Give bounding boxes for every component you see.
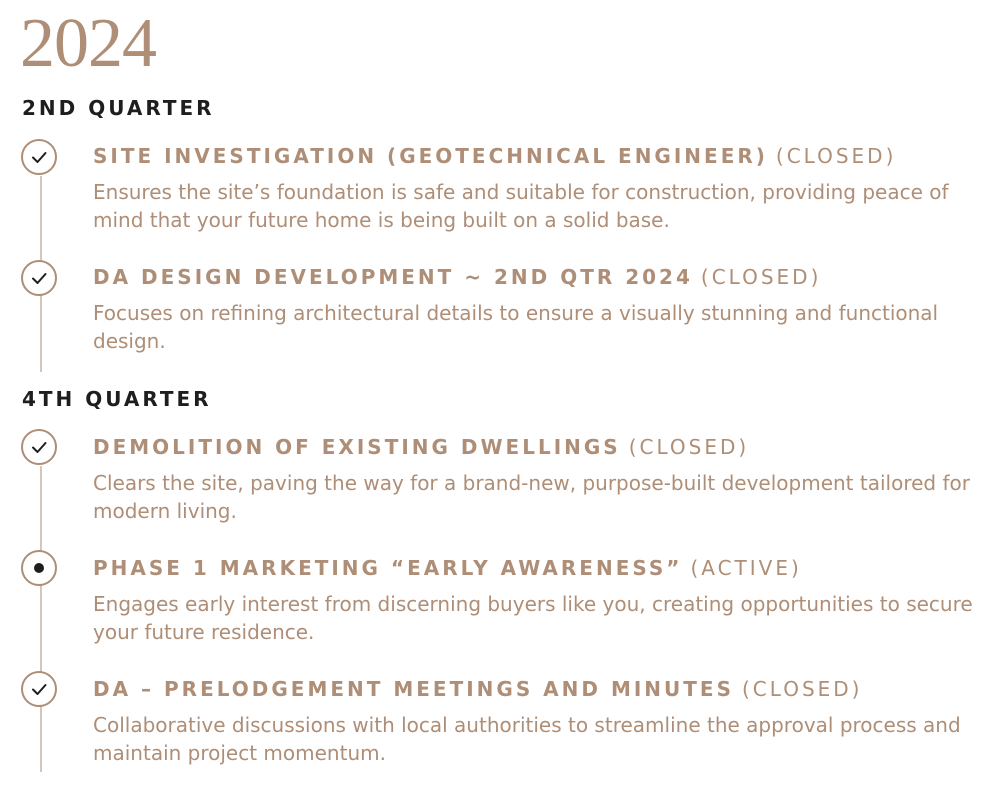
milestone-title bbox=[93, 143, 896, 169]
status-circle bbox=[21, 429, 57, 465]
checkmark-icon bbox=[23, 141, 55, 173]
milestone-description: Ensures the site’s foundation is safe and suitable for construction, providing peace of mind that your future home is being built on a solid base. bbox=[93, 180, 949, 232]
status-circle bbox=[21, 671, 57, 707]
dot-icon bbox=[23, 552, 55, 584]
milestone-name: DEMOLITION OF EXISTING DWELLINGS bbox=[93, 435, 621, 459]
status-label: (CLOSED) bbox=[742, 677, 863, 701]
status-circle bbox=[21, 139, 57, 175]
status-label: (CLOSED) bbox=[700, 265, 822, 289]
milestone-title bbox=[93, 434, 749, 460]
quarter-heading: 2ND QUARTER bbox=[22, 96, 215, 120]
status-label: (ACTIVE) bbox=[690, 556, 802, 580]
milestone-description: Focuses on refining architectural details to ensure a visually stunning and functional design. bbox=[93, 301, 939, 353]
milestone-name: DA DESIGN DEVELOPMENT ~ 2ND QTR 2024 bbox=[93, 265, 693, 289]
status-label: (CLOSED) bbox=[628, 435, 750, 459]
year-heading: 2024 bbox=[20, 5, 156, 82]
milestone-description: Clears the site, paving the way for a brand-new, purpose-built development tailored for modern living. bbox=[93, 471, 970, 523]
milestone-name: SITE INVESTIGATION (GEOTECHNICAL ENGINEER) bbox=[93, 144, 768, 168]
status-label: (CLOSED) bbox=[775, 144, 897, 168]
timeline-line bbox=[40, 466, 42, 772]
checkmark-icon bbox=[23, 431, 55, 463]
milestone-title bbox=[93, 555, 802, 581]
status-circle bbox=[21, 550, 57, 586]
checkmark-icon bbox=[23, 262, 55, 294]
milestone-description: Collaborative discussions with local authorities to streamline the approval process and maintain project momentum. bbox=[93, 713, 961, 765]
milestone-title bbox=[93, 264, 821, 290]
milestone-title bbox=[93, 676, 862, 702]
status-circle bbox=[21, 260, 57, 296]
milestone-name: DA – PRELODGEMENT MEETINGS AND MINUTES bbox=[93, 677, 734, 701]
milestone-description: Engages early interest from discerning buyers like you, creating opportunities to secure your future residence. bbox=[93, 592, 973, 644]
quarter-heading: 4TH QUARTER bbox=[22, 387, 212, 411]
milestone-name: PHASE 1 MARKETING “EARLY AWARENESS” bbox=[93, 556, 683, 580]
checkmark-icon bbox=[23, 673, 55, 705]
